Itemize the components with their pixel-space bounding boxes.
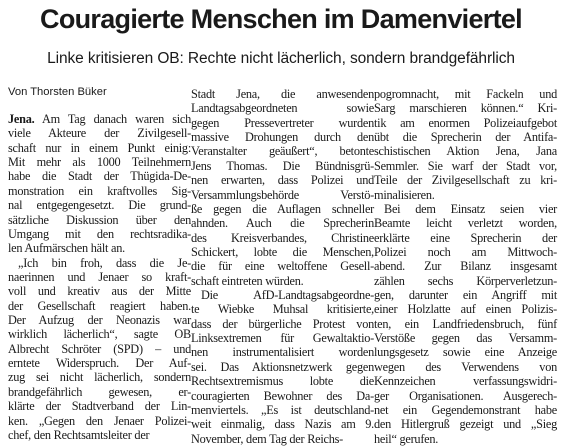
article-text-run: chef, den Rechtsamtsleiter der: [8, 427, 150, 442]
article-text-line: [8, 313, 191, 327]
article-text-line: [8, 141, 191, 155]
article-text-run: schaft eintreten würden.: [191, 273, 304, 288]
article-text-run: ße gegen die Auflagen schneller: [191, 201, 374, 216]
article-text-line: [374, 403, 557, 417]
article-text-line: [8, 342, 191, 356]
article-text-run: Jena. Am Tag danach waren sich: [8, 112, 191, 126]
article-text-line: [191, 101, 374, 115]
article-text-run: Polizei noch am Mittwoch-: [374, 244, 557, 259]
article-text-run: erntete Widerspruch. Der Auf-: [8, 356, 191, 371]
article-text-run: brandgefährlich gewesen, er-: [8, 384, 191, 399]
article-text-line: [191, 159, 374, 173]
article-text-line: [8, 370, 191, 384]
article-text-line: [374, 116, 557, 130]
article-text-run: einer Holzlatte auf einen Polizis-: [374, 302, 557, 317]
article-text-line: [8, 399, 191, 413]
text-column-2: [191, 87, 374, 446]
article-text-run: tik am enormen Polizeiaufgebot: [374, 115, 557, 130]
article-text-run: zug sei nicht lächerlich, sondern: [8, 370, 191, 385]
article-text-run: Landtagsabgeordneten sowie: [191, 101, 374, 116]
article-text-run: Umgang mit den rechtsradika-: [8, 226, 191, 241]
article-text-line: [8, 284, 191, 298]
article-text-line: [191, 374, 374, 388]
text-column-3: [374, 87, 557, 446]
text-column-1: [8, 112, 191, 442]
article-text-line: [8, 169, 191, 183]
article-text-run: wegen des Verwendens von: [374, 359, 557, 374]
article-text-line: [191, 317, 374, 331]
article-text-run: monstration ein kraftvolles Sig-: [8, 183, 191, 198]
article-text-run: Rechtsextremismus lobte die: [191, 374, 374, 389]
article-text-run: der Gesellschaft reagiert haben.: [8, 298, 191, 313]
article-text-line: [8, 126, 191, 140]
article-text-line: [374, 417, 557, 431]
article-text-run: heil“ gerufen.: [374, 431, 439, 446]
article-text-line: [191, 130, 374, 144]
article-text-line: [191, 245, 374, 259]
article-text-run: te Wiebke Muhsal kritisierte,: [191, 302, 374, 317]
article-text-line: [191, 345, 374, 359]
article-text-line: [8, 241, 191, 255]
article-text-run: klärte der Stadtverband der Lin-: [8, 399, 191, 414]
article-text-run: Versammlungsbehörde Verstö-: [191, 187, 374, 202]
article-text-line: [374, 288, 557, 302]
article-text-line: [374, 374, 557, 388]
article-text-run: minalisieren.: [374, 187, 435, 202]
article-text-run: schaft nur in einem Punkt einig:: [8, 140, 191, 155]
article-text-run: des Kreisverbandes, Christine: [191, 230, 374, 245]
article-text-line: [8, 327, 191, 341]
article-text-run: den Hitlergruß gezeigt und „Sieg: [374, 417, 557, 432]
article-text-line: [191, 144, 374, 158]
article-text-run: Jens Thomas. Die Bündnisgrü-: [191, 158, 374, 173]
article-text-line: [8, 184, 191, 198]
article-text-run: sätzliche Diskussion über den: [8, 212, 191, 227]
article-text-line: [191, 216, 374, 230]
article-text-line: [191, 274, 374, 288]
article-text-run: die für eine weltoffene Gesell-: [191, 259, 374, 274]
subheadline: Linke kritisieren OB: Rechte nicht lächerlich, sondern brandgefährlich: [47, 50, 515, 67]
article-text-line: [374, 188, 557, 202]
article-text-line: [191, 331, 374, 345]
article-text-run: Semmler. Sie warf der Stadt vor,: [374, 158, 557, 173]
article-text-run: November, dem Tag der Reichs-: [191, 431, 344, 446]
article-text-run: dass der bürgerliche Protest von: [191, 316, 374, 331]
article-text-run: abend. Zur Bilanz insgesamt: [374, 259, 557, 274]
dateline: Jena.: [8, 112, 35, 126]
article-text-run: menviertels. „Es ist deutschland-: [191, 402, 374, 417]
article-text-line: [191, 202, 374, 216]
article-text-line: [191, 231, 374, 245]
article-text-line: [8, 270, 191, 284]
article-text-line: [374, 130, 557, 144]
article-text-run: Mit mehr als 1000 Teilnehmern: [8, 155, 191, 170]
article-text-run: ahnden. Auch die Sprecherin: [191, 216, 374, 231]
article-text-run: Kennzeichen verfassungswidri-: [374, 374, 557, 389]
article-text-run: nen instrumentalisiert worden: [191, 345, 374, 360]
article-text-run: couragierten Bewohner des Da-: [191, 388, 374, 403]
article-text-line: [8, 414, 191, 428]
article-text-run: len Aufmärschen hält an.: [8, 241, 125, 256]
article-text-line: [8, 356, 191, 370]
byline: Von Thorsten Büker: [8, 86, 107, 98]
article-text-run: „Ich bin froh, dass die Je-: [18, 255, 191, 270]
article-text-line: [191, 360, 374, 374]
article-text-line: [374, 345, 557, 359]
headline: Couragierte Menschen im Damenviertel: [40, 4, 522, 34]
article-text-run: gegen Pressevertreter wurden: [191, 115, 374, 130]
article-text-line: [8, 198, 191, 212]
article-text-run: zählen sechs Körperverletzun-: [374, 273, 557, 288]
article-text-line: [191, 288, 374, 302]
article-text-run: voll und kreativ aus der Mitte: [8, 284, 191, 299]
article-text-line: [8, 256, 191, 270]
article-text-line: [8, 213, 191, 227]
article-text-run: Veranstalter geäußert“, betonte: [191, 144, 374, 159]
article-text-line: [374, 360, 557, 374]
article-text-run: Linksextremen für Gewaltaktio-: [191, 331, 374, 346]
article-text-line: [374, 302, 557, 316]
article-text-run: nal entgegengesetzt. Die grund-: [8, 198, 191, 213]
article-text-line: [374, 245, 557, 259]
article-text-run: net ein Gegendemonstrant habe: [374, 402, 557, 417]
article-text-line: [374, 159, 557, 173]
article-text-run: Verstöße gegen das Versamm-: [374, 331, 557, 346]
article-text-line: [374, 202, 557, 216]
article-text-run: schistischen Aktion Jena, Jana: [374, 144, 557, 159]
article-text-run: Albrecht Schröter (SPD) – und: [8, 341, 191, 356]
article-text-line: [374, 101, 557, 115]
article-text-run: Beamte leicht verletzt worden,: [374, 216, 557, 231]
article-text-run: wirklich lächerlich“, sagte OB: [8, 327, 191, 342]
article-text-run: viele Akteure der Zivilgesell-: [8, 126, 191, 141]
article-text-line: [374, 173, 557, 187]
article-text-line: [8, 227, 191, 241]
article-text-line: [8, 299, 191, 313]
article-text-line: [191, 188, 374, 202]
article-text-run: Sarg marschieren können.“ Kri-: [374, 101, 557, 116]
article-text-line: [191, 403, 374, 417]
article-text-line: [374, 216, 557, 230]
article-text-line: [374, 389, 557, 403]
article-text-line: [191, 389, 374, 403]
article-text-run: übt die Sprecherin der Antifa-: [374, 130, 557, 145]
article-text-run: nen erwarten, dass Polizei und: [191, 173, 374, 188]
article-text-line: [8, 385, 191, 399]
article-text-line: [374, 331, 557, 345]
article-text-line: [191, 302, 374, 316]
article-text-run: Bei dem Einsatz seien vier: [384, 201, 557, 216]
article-text-run: sei. Das Aktionsnetzwerk gegen: [191, 359, 374, 374]
article-text-run: massive Drohungen durch den: [191, 130, 374, 145]
article-text-line: [374, 231, 557, 245]
article-text-run: naerinnen und Jenaer so kraft-: [8, 269, 191, 284]
article-text-run: pogromnacht, mit Fackeln und: [374, 87, 557, 101]
article-text-line: [374, 259, 557, 273]
article-text-run: Schickert, lobte die Menschen,: [191, 244, 374, 259]
article-text-run: Die AfD-Landtagsabgeordne-: [201, 288, 374, 303]
article-text-line: [8, 155, 191, 169]
article-text-run: Teile der Zivilgesellschaft zu kri-: [374, 173, 557, 188]
article-text-line: [374, 87, 557, 101]
article-text-run: ken. „Gegen den Jenaer Polizei-: [8, 413, 191, 428]
article-text-run: Stadt Jena, die anwesenden: [191, 87, 374, 101]
article-text-run: gen, darunter ein Angriff mit: [374, 288, 557, 303]
article-text-line: [191, 116, 374, 130]
article-text-run: Der Aufzug der Neonazis war: [8, 313, 191, 328]
article-text-line: [374, 317, 557, 331]
article-text-line: [191, 417, 374, 431]
article-text-line: [8, 428, 191, 442]
article-text-line: [374, 274, 557, 288]
article-text-line: [8, 112, 191, 126]
article-text-run: ger Organisationen. Ausgerech-: [374, 388, 557, 403]
article-text-line: [191, 87, 374, 101]
article-text-line: [374, 144, 557, 158]
article-text-run: habe die Stadt der Thügida-De-: [8, 169, 191, 184]
article-text-run: erklärte eine Sprecherin der: [374, 230, 557, 245]
article-text-run: lungsgesetz sowie eine Anzeige: [374, 345, 557, 360]
article-text-line: [191, 259, 374, 273]
article-text-run: weit einmalig, dass Nazis am 9.: [191, 417, 374, 432]
article-text-line: [191, 173, 374, 187]
article-text-run: ten, ein Landfriedensbruch, fünf: [374, 316, 557, 331]
